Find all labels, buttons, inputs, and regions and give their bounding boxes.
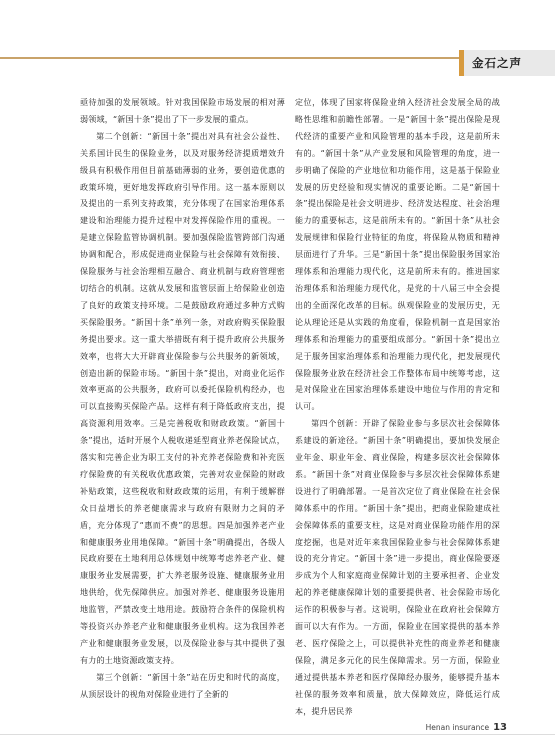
section-tag-accent — [459, 50, 464, 76]
right-column — [295, 95, 500, 716]
footer-rule — [0, 734, 555, 735]
paragraph: 第四个创新：开辟了保险业参与多层次社会保障体系建设的新途径。“新国十条”明确提出，要加快发展企业年金、职业年金、商业保险，构建多层次社会保障体系。“新国十条”对商业保险参与多层次社会保障体系建设进行了明确部署。一是首次定位了商业保险在社会保障体系中的作用。“新国十条”提出，把商业保险建成社会保障体系的重要支柱，这是对商业保险功能作用的深度挖掘，也是对近年来我国保险业参与社会保障体系建设的充分肯定。“新国十条”进一步提出，商业保险要逐步成为个人和家庭商业保障计划的主要承担者、企业发起的养老健康保障计划的重要提供者、社会保险市场化运作的积极参与者。这说明，保险业在政府社会保障方面可以大有作为。一方面，保险业在国家提供的基本养老、医疗保险之上，可以提供补充性的商业养老和健康保险，满足多元化的民生保障需求。另一方面，保险业通过提供基本养老和医疗保障经办服务，能够提升基本社保的服务效率和质量，放大保障效应，降低运行成本，提升居民养 — [295, 419, 500, 716]
paragraph: 定位，体现了国家将保险业纳入经济社会发展全局的战略性思维和前瞻性部署。一是“新国十条”提出保险是现代经济的重要产业和风险管理的基本手段，这是前所未有的。“新国十条”从产业发展和风险管理的角度，进一步明确了保险的产业地位和功能作用，这是基于保险业发展的历史经验和现实情况的重要论断。二是“新国十条”提出保险是社会文明进步、经济发达程度、社会治理能力的重要标志，这是前所未有的。“新国十条”从社会发展规律和保险行业特征的角度，将保险从物质和精神层面进行了升华。三是“新国十条”提出保险服务国家治理体系和治理能力现代化，这是前所未有的。推进国家治理体系和治理能力现代化，是党的十八届三中全会提出的全面深化改革的目标。纵观保险业的发展历史，无论从理论还是从实践的角度看，保险机制一直是国家治理体系和治理能力的重要组成部分。“新国十条”提出立足于服务国家治理体系和治理能力现代化，把发展现代保险服务业放在经济社会工作整体布局中统筹考虑，这是对保险业在国家治理体系建设中地位与作用的肯定和认可。 — [295, 98, 500, 412]
paragraph: 第三个创新：“新国十条”站在历史和时代的高度，从顶层设计的视角对保险业进行了全新的 — [80, 672, 285, 699]
paragraph: 第二个创新：“新国十条”提出对具有社会公益性、关系国计民生的保险业务，以及对服务经济提质增效升级具有积极作用但目前基础薄弱的业务，要创造优惠的政策环境，更好地发挥政府引导作用。这一基本原则以及提出的一系列支持政策，充分体现了在国家治理体系建设和治理能力提升过程中对发挥保险作用的重视。一是建立保险监管协调机制。要加强保险监管跨部门沟通协调和配合，形成促进商业保险与社会保障有效衔接、保险服务与社会治理相互融合、商业机制与政府管理密切结合的机制。这就从发展和监管层面上给保险业创造了良好的政策支持环境。二是鼓励政府通过多种方式购买保险服务。“新国十条”单列一条，对政府购买保险服务提出要求。这一重大举措既有利于提升政府公共服务效率，也将大大开辟商业保险参与公共服务的新领域，创造出新的保险市场。“新国十条”提出，对商业化运作效率更高的公共服务，政府可以委托保险机构经办，也可以直接购买保险产品。这样有利于降低政府支出，提高资源利用效率。三是完善税收和财政政策。“新国十条”提出，适时开展个人税收递延型商业养老保险试点，落实和完善企业为职工支付的补充养老保险费和补充医疗保险费的有关税收优惠政策，完善对农业保险的财政补贴政策，这些税收和财政政策的运用，有利于缓解群众日益增长的养老健康需求与政府有限财力之间的矛盾，充分体现了“惠而不费”的思想。四是加强养老产业和健康服务业用地保障。“新国十条”明确提出，各级人民政府要在土地利用总体规划中统筹考虑养老产业、健康服务业发展需要，扩大养老服务设施、健康服务业用地供给，优先保障供应。加强对养老、健康服务设施用地监管，严禁改变土地用途。鼓励符合条件的保险机构等投资兴办养老产业和健康服务业机构。这为我国养老产业和健康服务业发展，以及保险业参与其中提供了强有力的土地资源政策支持。 — [80, 131, 285, 665]
article-body — [80, 95, 500, 716]
magazine-name: Henan insurance — [425, 723, 490, 732]
page-footer — [426, 722, 507, 733]
section-title: 金石之声 — [472, 56, 522, 70]
left-column — [80, 95, 285, 705]
paragraph: 亟待加强的发展领域。针对我国保险市场发展的相对薄弱领域，“新国十条”提出了下一步发展的重点。 — [80, 98, 285, 124]
section-tag — [459, 50, 555, 76]
page-number: 13 — [493, 722, 507, 733]
